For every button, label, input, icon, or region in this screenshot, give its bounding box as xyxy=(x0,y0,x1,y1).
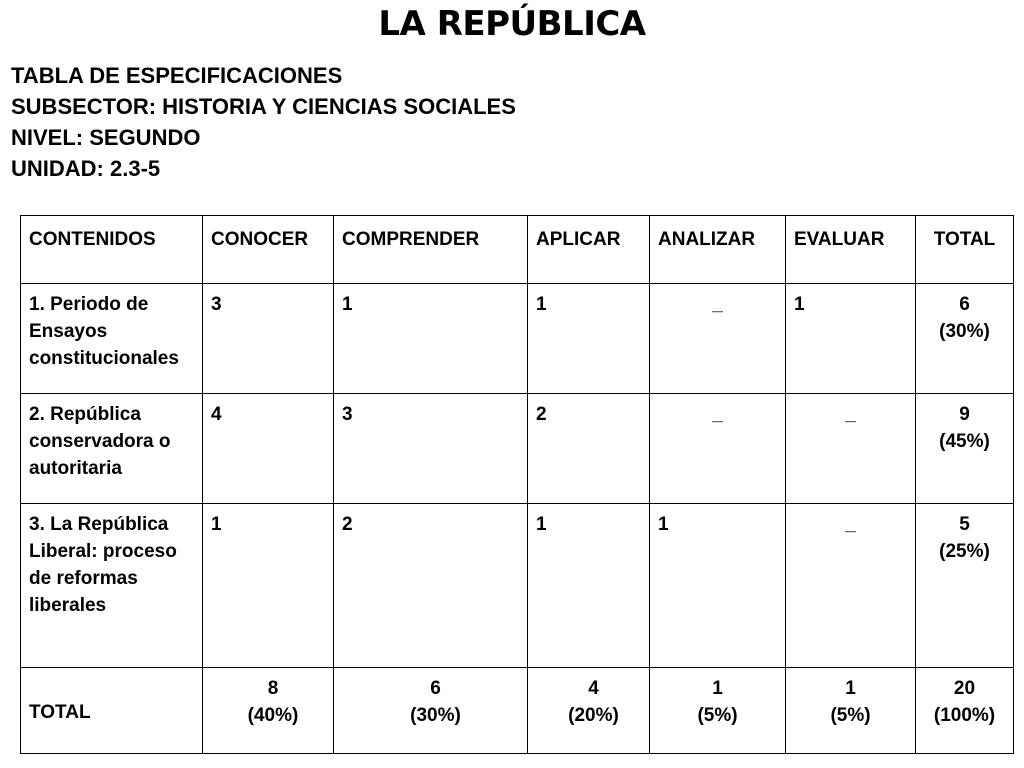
grand-total-count: 20 xyxy=(953,678,976,699)
total-count: 5 xyxy=(959,514,970,535)
evaluar-total-count: 1 xyxy=(845,678,856,699)
table-header-row xyxy=(21,216,1014,284)
page-title: LA REPÚBLICA xyxy=(378,4,646,44)
evaluar-total-percent: (5%) xyxy=(830,705,871,726)
conocer-cell: 1 xyxy=(203,504,334,668)
comprender-cell: 2 xyxy=(334,504,528,668)
evaluar-cell: _ xyxy=(786,504,916,668)
header-contenidos: CONTENIDOS xyxy=(21,216,203,284)
conocer-total-cell xyxy=(203,668,334,754)
content-cell: 2. República conservadora o autoritaria xyxy=(21,394,203,504)
meta-line-title: TABLA DE ESPECIFICACIONES xyxy=(11,63,343,88)
analizar-cell: _ xyxy=(650,284,786,394)
header-aplicar: APLICAR xyxy=(528,216,650,284)
total-cell xyxy=(916,394,1014,504)
total-count: 9 xyxy=(959,404,970,425)
table-row xyxy=(21,394,1014,504)
content-cell: 1. Periodo de Ensayos constitucionales xyxy=(21,284,203,394)
meta-line-level: NIVEL: SEGUNDO xyxy=(11,125,201,150)
aplicar-cell: 1 xyxy=(528,504,650,668)
header-analizar: ANALIZAR xyxy=(650,216,786,284)
document-meta xyxy=(11,60,516,184)
analizar-total-percent: (5%) xyxy=(697,705,738,726)
total-cell xyxy=(916,504,1014,668)
conocer-cell: 4 xyxy=(203,394,334,504)
aplicar-total-count: 4 xyxy=(588,678,599,699)
analizar-total-cell xyxy=(650,668,786,754)
table-row xyxy=(21,284,1014,394)
aplicar-total-percent: (20%) xyxy=(568,705,619,726)
total-percent: (45%) xyxy=(939,431,990,452)
meta-line-unit: UNIDAD: 2.3-5 xyxy=(11,156,161,181)
comprender-total-count: 6 xyxy=(430,678,441,699)
conocer-total-count: 8 xyxy=(267,678,279,699)
grand-total-percent: (100%) xyxy=(933,705,996,726)
comprender-cell: 1 xyxy=(334,284,528,394)
aplicar-cell: 1 xyxy=(528,284,650,394)
total-percent: (30%) xyxy=(939,321,990,342)
header-comprender: COMPRENDER xyxy=(334,216,528,284)
content-cell: 3. La República Liberal: proceso de reformas liberales xyxy=(21,504,203,668)
grand-total-cell xyxy=(916,668,1014,754)
total-percent: (25%) xyxy=(939,541,990,562)
comprender-total-cell xyxy=(334,668,528,754)
header-evaluar: EVALUAR xyxy=(786,216,916,284)
total-cell xyxy=(916,284,1014,394)
meta-line-subsector: SUBSECTOR: HISTORIA Y CIENCIAS SOCIALES xyxy=(11,94,516,119)
table-row xyxy=(21,504,1014,668)
evaluar-total-cell xyxy=(786,668,916,754)
conocer-cell: 3 xyxy=(203,284,334,394)
header-total: TOTAL xyxy=(916,216,1014,284)
totals-row xyxy=(21,668,1014,754)
specification-table xyxy=(20,215,1014,754)
comprender-cell: 3 xyxy=(334,394,528,504)
total-count: 6 xyxy=(959,294,970,315)
analizar-total-count: 1 xyxy=(712,678,723,699)
totals-label: TOTAL xyxy=(21,668,203,754)
analizar-cell: 1 xyxy=(650,504,786,668)
header-conocer: CONOCER xyxy=(203,216,334,284)
conocer-total-percent: (40%) xyxy=(247,705,299,726)
evaluar-cell: 1 xyxy=(786,284,916,394)
comprender-total-percent: (30%) xyxy=(410,705,461,726)
analizar-cell: _ xyxy=(650,394,786,504)
evaluar-cell: _ xyxy=(786,394,916,504)
aplicar-cell: 2 xyxy=(528,394,650,504)
aplicar-total-cell xyxy=(528,668,650,754)
